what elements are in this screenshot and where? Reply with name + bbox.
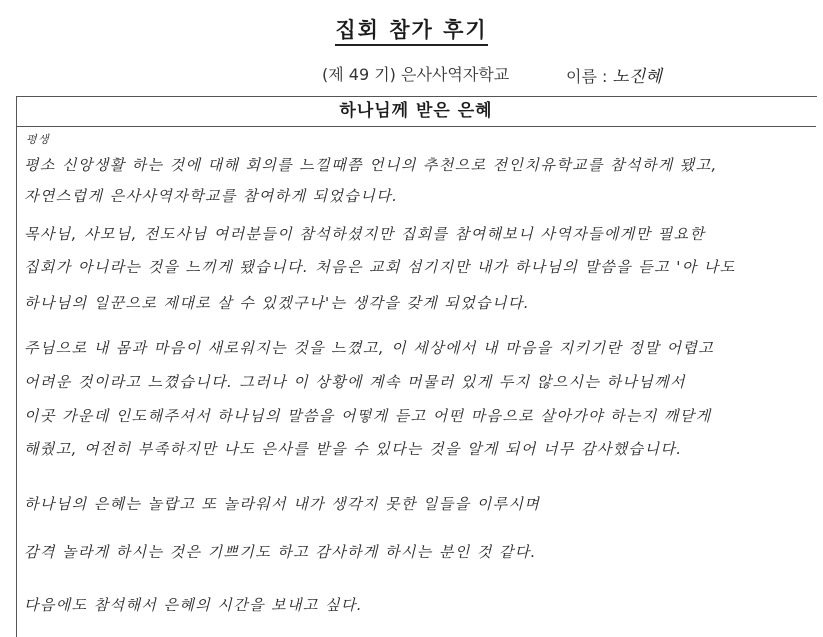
body-line: 하나님의 일꾼으로 제대로 살 수 있겠구나'는 생각을 갖게 되었습니다.: [24, 294, 530, 312]
body-line: 자연스럽게 은사사역자학교를 참여하게 되었습니다.: [24, 187, 399, 205]
body-line: 집회가 아니라는 것을 느끼게 됐습니다. 처음은 교회 섬기지만 내가 하나님의 말씀을 듣고 '아 나도: [24, 258, 736, 276]
name-label: 이름 :: [566, 67, 608, 86]
body-line: 어려운 것이라고 느꼈습니다. 그러나 이 상황에 계속 머물러 있게 두지 않으시는 하나님께서: [24, 373, 686, 391]
body-line: 주님으로 내 몸과 마음이 새로워지는 것을 느꼈고, 이 세상에서 내 마음을 지키기란 정말 어렵고: [24, 339, 715, 357]
body-line: 감격 놀라게 하시는 것은 기쁘기도 하고 감사하게 하시는 분인 것 같다.: [24, 543, 537, 561]
margin-mark: 평생: [26, 133, 51, 146]
body-line: 목사님, 사모님, 전도사님 여러분들이 참석하셨지만 집회를 참여해보니 사역자들에게만 필요한: [24, 225, 706, 243]
body-line: 이곳 가운데 인도해주셔서 하나님의 말씀을 어떻게 듣고 어떤 마음으로 살아가야 하는지 깨닫게: [24, 407, 712, 425]
edition-line: (제 49 기) 은사사역자학교: [322, 65, 510, 84]
body-line: 하나님의 은혜는 놀랍고 또 놀라워서 내가 생각지 못한 일들을 이루시며: [24, 495, 541, 513]
document-title: [0, 14, 823, 44]
body-line: 다음에도 참석해서 은혜의 시간을 보내고 싶다.: [24, 596, 363, 614]
body-line: 해줬고, 여전히 부족하지만 나도 은사를 받을 수 있다는 것을 알게 되어 너무 감사했습니다.: [24, 440, 683, 458]
name-value: 노진혜: [612, 67, 662, 87]
name-field: [566, 62, 662, 87]
document-title-text: 집회 참가 후기: [335, 18, 487, 46]
section-title: 하나님께 받은 은혜: [16, 96, 816, 127]
body-line: 평소 신앙생활 하는 것에 대해 회의를 느낄때쯤 언니의 추천으로 전인치유학교를 참석하게 됐고,: [24, 156, 718, 174]
